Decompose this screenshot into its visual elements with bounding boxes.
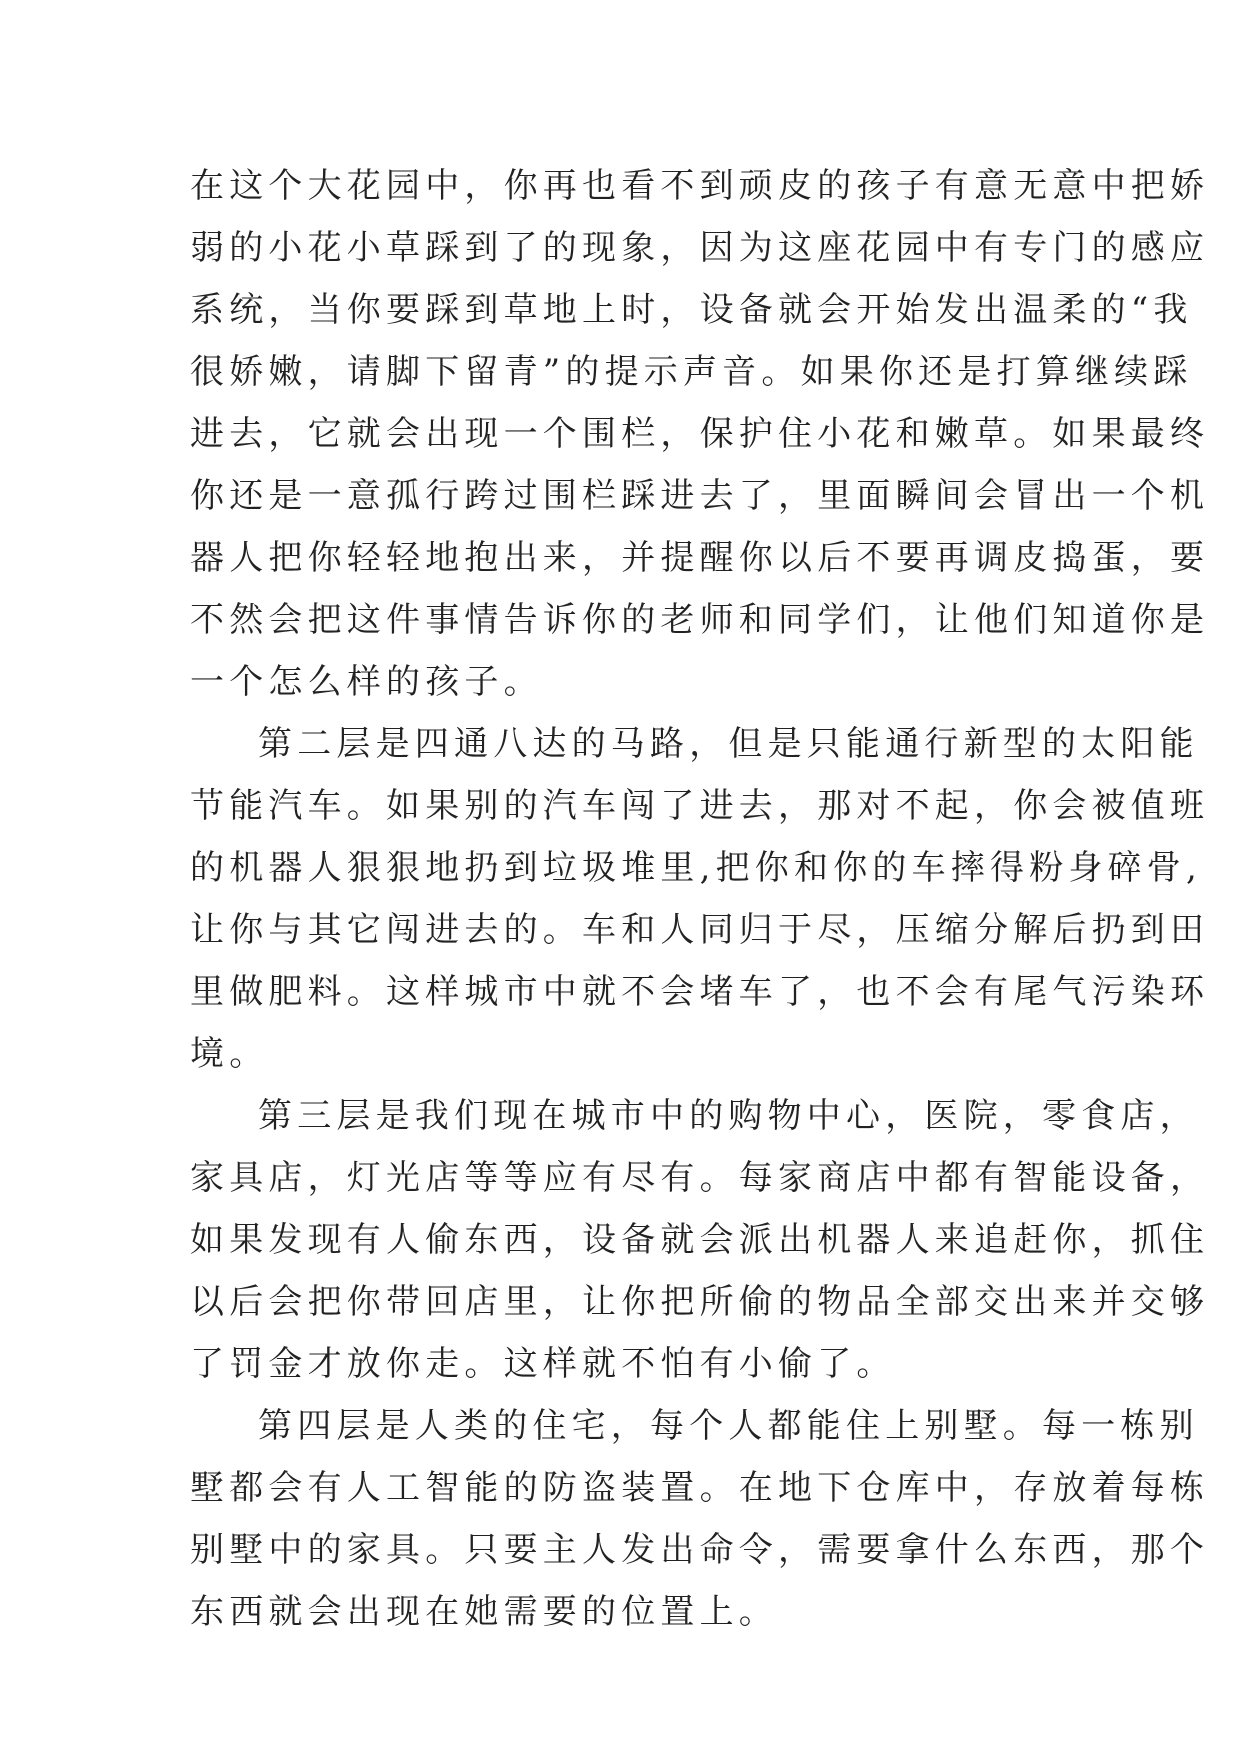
text-line: 在这个大花园中，你再也看不到顽皮的孩子有意无意中把娇 (190, 166, 1210, 206)
text-line: 墅都会有人工智能的防盗装置。在地下仓库中，存放着每栋 (190, 1468, 1210, 1508)
text-line: 以后会把你带回店里，让你把所偷的物品全部交出来并交够 (190, 1282, 1210, 1322)
text-line: 里做肥料。这样城市中就不会堵车了，也不会有尾气污染环 (190, 972, 1210, 1012)
text-line: 很娇嫩，请脚下留青”的提示声音。如果你还是打算继续踩 (190, 352, 1193, 392)
text-line: 境。 (190, 1034, 269, 1074)
text-line: 别墅中的家具。只要主人发出命令，需要拿什么东西，那个 (190, 1530, 1210, 1570)
text-line: 器人把你轻轻地抱出来，并提醒你以后不要再调皮捣蛋，要 (190, 538, 1210, 578)
text-line: 一个怎么样的孩子。 (190, 662, 543, 702)
text-line: 家具店，灯光店等等应有尽有。每家商店中都有智能设备， (190, 1158, 1210, 1198)
text-line: 不然会把这件事情告诉你的老师和同学们，让他们知道你是 (190, 600, 1210, 640)
paragraph-start-line: 第二层是四通八达的马路，但是只能通行新型的太阳能 (258, 724, 1199, 764)
text-line: 进去，它就会出现一个围栏，保护住小花和嫩草。如果最终 (190, 414, 1210, 454)
text-line: 弱的小花小草踩到了的现象，因为这座花园中有专门的感应 (190, 228, 1210, 268)
paragraph-start-line: 第三层是我们现在城市中的购物中心，医院，零食店， (258, 1096, 1199, 1136)
text-line: 系统，当你要踩到草地上时，设备就会开始发出温柔的“我 (190, 290, 1193, 330)
document-body (190, 155, 1210, 1643)
text-line: 东西就会出现在她需要的位置上。 (190, 1592, 778, 1632)
text-line: 节能汽车。如果别的汽车闯了进去，那对不起，你会被值班 (190, 786, 1210, 826)
text-line: 让你与其它闯进去的。车和人同归于尽，压缩分解后扔到田 (190, 910, 1210, 950)
text-line: 如果发现有人偷东西，设备就会派出机器人来追赶你，抓住 (190, 1220, 1210, 1260)
paragraph-start-line: 第四层是人类的住宅，每个人都能住上别墅。每一栋别 (258, 1406, 1199, 1446)
text-line: 了罚金才放你走。这样就不怕有小偷了。 (190, 1344, 896, 1384)
text-line: 的机器人狠狠地扔到垃圾堆里,把你和你的车摔得粉身碎骨, (190, 848, 1203, 888)
text-line: 你还是一意孤行跨过围栏踩进去了，里面瞬间会冒出一个机 (190, 476, 1210, 516)
